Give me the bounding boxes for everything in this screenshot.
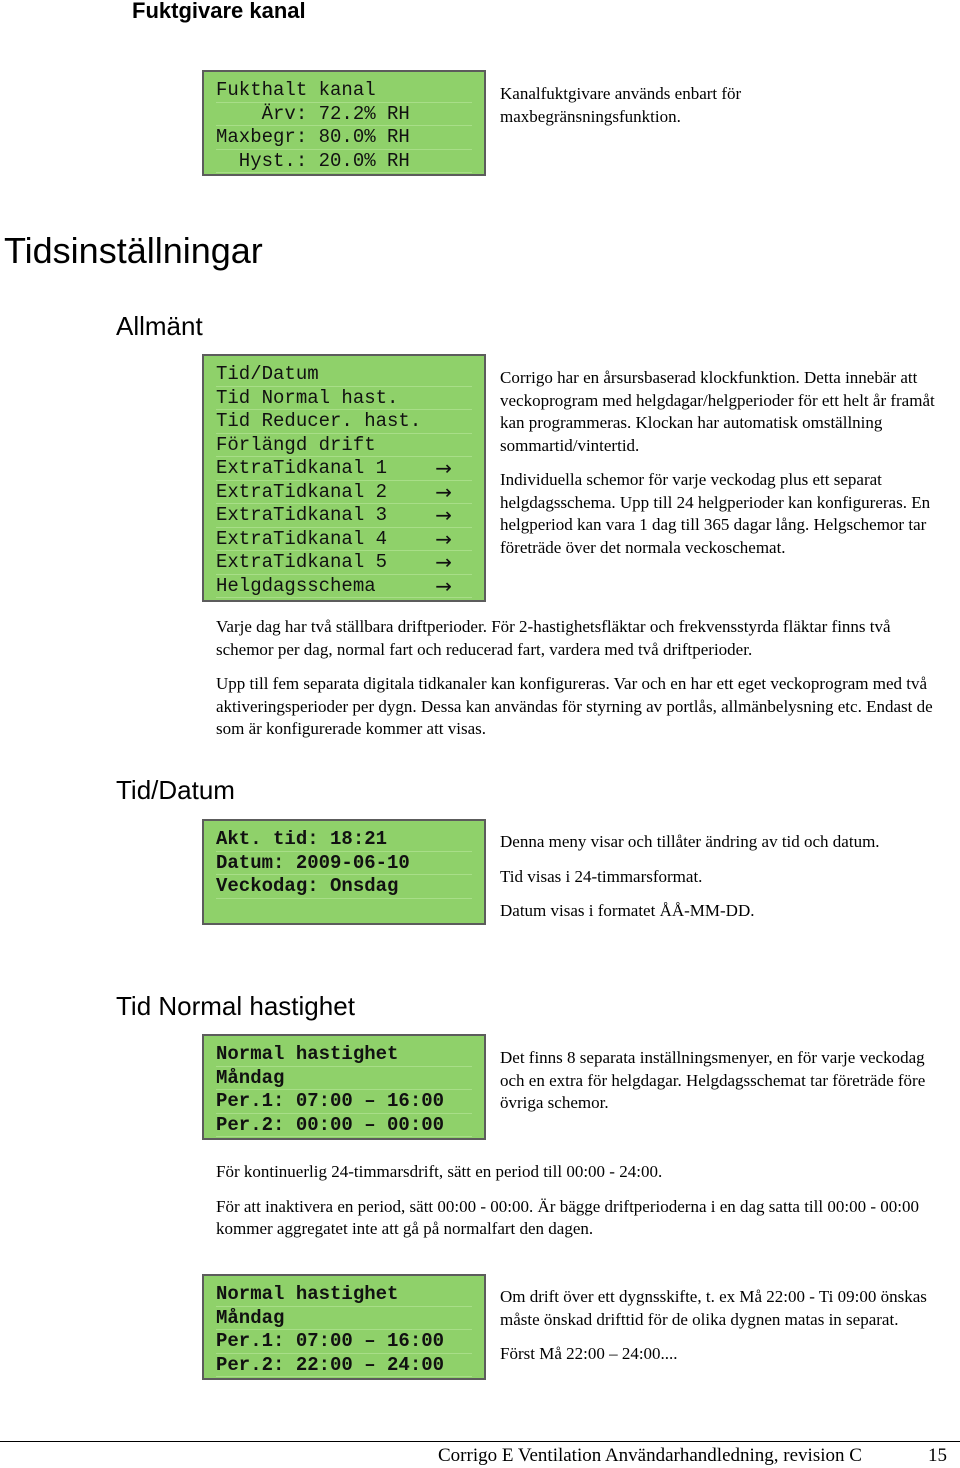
- normal-full-width-text: [216, 1161, 936, 1241]
- tid-paragraph-3: Datum visas i formatet ÅÅ-MM-DD.: [500, 901, 755, 920]
- lcd-line: Normal hastighet: [216, 1043, 472, 1067]
- lcd-display-normal-hastighet-2: [202, 1274, 486, 1380]
- lcd-line: Måndag: [216, 1067, 472, 1091]
- heading-tid-normal-hastighet: Tid Normal hastighet: [116, 991, 355, 1021]
- menu-item-label: ExtraTidkanal 2: [216, 480, 388, 503]
- menu-item-label: ExtraTidkanal 1: [216, 457, 388, 479]
- lcd-display-fukthalt: [202, 70, 486, 176]
- dygn-paragraph-1: Om drift över ett dygnsskifte, t. ex Må 22:00 - Ti 09:00 önskas måste önskad drifttid för de olika dygnen matas in separat.: [500, 1287, 927, 1329]
- lcd-display-normal-hastighet-1: [202, 1034, 486, 1140]
- menu-item-tid-reducer[interactable]: Tid Reducer. hast.: [216, 410, 472, 434]
- lcd-line: Per.1: 07:00 – 16:00: [216, 1330, 472, 1354]
- arrow-right-icon: →: [435, 479, 452, 504]
- menu-item-tid-datum[interactable]: Tid/Datum: [216, 363, 472, 387]
- allmant-paragraph-1: Corrigo har en årsursbaserad klockfunktion. Detta innebär att veckoprogram med helgdagar/helgperioder för ett helt år framåt kan programmeras. Klockan har automatisk omställning sommartid/vintertid.: [500, 368, 935, 455]
- lcd-line: Per.2: 22:00 – 24:00: [216, 1354, 472, 1378]
- lcd-line: Per.2: 00:00 – 00:00: [216, 1114, 472, 1138]
- heading-tidsinstallningar: Tidsinställningar: [4, 230, 263, 271]
- menu-item-extratidkanal-5[interactable]: [216, 551, 472, 575]
- menu-item-helgdagsschema[interactable]: [216, 575, 472, 599]
- dygn-paragraph-2: Först Må 22:00 – 24:00....: [500, 1344, 678, 1363]
- menu-item-extratidkanal-1[interactable]: [216, 457, 472, 481]
- allmant-full-width-text: [216, 616, 936, 741]
- menu-item-label: ExtraTidkanal 5: [216, 551, 388, 573]
- menu-item-extratidkanal-3[interactable]: [216, 504, 472, 528]
- arrow-right-icon: →: [435, 456, 452, 480]
- lcd-line: Måndag: [216, 1307, 472, 1331]
- lcd-line: Fukthalt kanal: [216, 79, 472, 103]
- fukt-description: [500, 83, 830, 128]
- fukt-text: Kanalfuktgivare används enbart för maxbegränsningsfunktion.: [500, 84, 742, 126]
- menu-item-label: Helgdagsschema: [216, 574, 376, 597]
- lcd-line: Per.1: 07:00 – 16:00: [216, 1090, 472, 1114]
- normal-description: [500, 1047, 940, 1115]
- tid-paragraph-2: Tid visas i 24-timmarsformat.: [500, 866, 703, 886]
- menu-item-tid-normal[interactable]: Tid Normal hast.: [216, 387, 472, 411]
- menu-item-label: ExtraTidkanal 3: [216, 504, 388, 526]
- arrow-right-icon: →: [435, 550, 452, 574]
- footer-divider: [0, 1441, 960, 1442]
- dygnsskifte-description: [500, 1286, 950, 1366]
- lcd-line: Ärv: 72.2% RH: [216, 103, 472, 127]
- footer-page-number: 15: [928, 1445, 947, 1466]
- lcd-line: Hyst.: 20.0% RH: [216, 150, 472, 174]
- allmant-paragraph-2: Individuella schemor för varje veckodag plus ett separat helgdagsschema. Upp till 24 helgperioder kan konfigureras. En helgperiod kan vara 1 dag till 365 dagar lång. Helgschemor tar företräde över det normala veckoschemat.: [500, 470, 931, 557]
- lcd-display-tid-datum: [202, 819, 486, 925]
- allmant-paragraph-3: Varje dag har två ställbara driftperioder. För 2-hastighetsfläktar och frekvensstyrda fläktar finns två schemor per dag, normal fart och reducerad fart, vardera med två driftperioder.: [216, 617, 891, 659]
- menu-item-label: ExtraTidkanal 4: [216, 527, 388, 550]
- normal-paragraph-2: För kontinuerlig 24-timmarsdrift, sätt en period till 00:00 - 24:00.: [216, 1162, 663, 1181]
- arrow-right-icon: →: [435, 573, 452, 598]
- heading-tid-datum: Tid/Datum: [116, 775, 235, 805]
- arrow-right-icon: →: [435, 526, 452, 551]
- lcd-line: Normal hastighet: [216, 1283, 472, 1307]
- lcd-line: Veckodag: Onsdag: [216, 875, 472, 899]
- tid-datum-description: [500, 831, 952, 923]
- allmant-paragraph-4: Upp till fem separata digitala tidkanaler kan konfigureras. Var och en har ett eget veckoprogram med två aktiveringsperioder per dygn. Dessa kan användas för styrning av portlås, allmänbelysning etc. Endast de som är konfigurerade kommer att visas.: [216, 674, 933, 738]
- heading-allmant: Allmänt: [116, 311, 203, 341]
- lcd-display-allmant-menu: [202, 354, 486, 602]
- menu-item-extratidkanal-2[interactable]: [216, 481, 472, 505]
- lcd-line: Maxbegr: 80.0% RH: [216, 126, 472, 150]
- menu-item-extratidkanal-4[interactable]: [216, 528, 472, 552]
- normal-paragraph-1: Det finns 8 separata inställningsmenyer, en för varje veckodag och en extra för helgdagar. Helgdagsschemat tar företräde före övriga schemor.: [500, 1048, 926, 1112]
- lcd-line: Akt. tid: 18:21: [216, 828, 472, 852]
- normal-paragraph-3: För att inaktivera en period, sätt 00:00 - 00:00. Är bägge driftperioderna i en dag satta till 00:00 - 00:00 kommer aggregatet inte att gå på normalfart den dagen.: [216, 1196, 919, 1238]
- tid-paragraph-1: Denna meny visar och tillåter ändring av tid och datum.: [500, 832, 880, 851]
- arrow-right-icon: →: [435, 503, 452, 527]
- menu-item-forlangd-drift[interactable]: Förlängd drift: [216, 434, 472, 458]
- footer-title: Corrigo E Ventilation Användarhandledning, revision C: [438, 1445, 862, 1466]
- heading-fuktgivare-kanal: Fuktgivare kanal: [132, 0, 306, 23]
- allmant-description: [500, 367, 952, 559]
- lcd-line: Datum: 2009-06-10: [216, 852, 472, 876]
